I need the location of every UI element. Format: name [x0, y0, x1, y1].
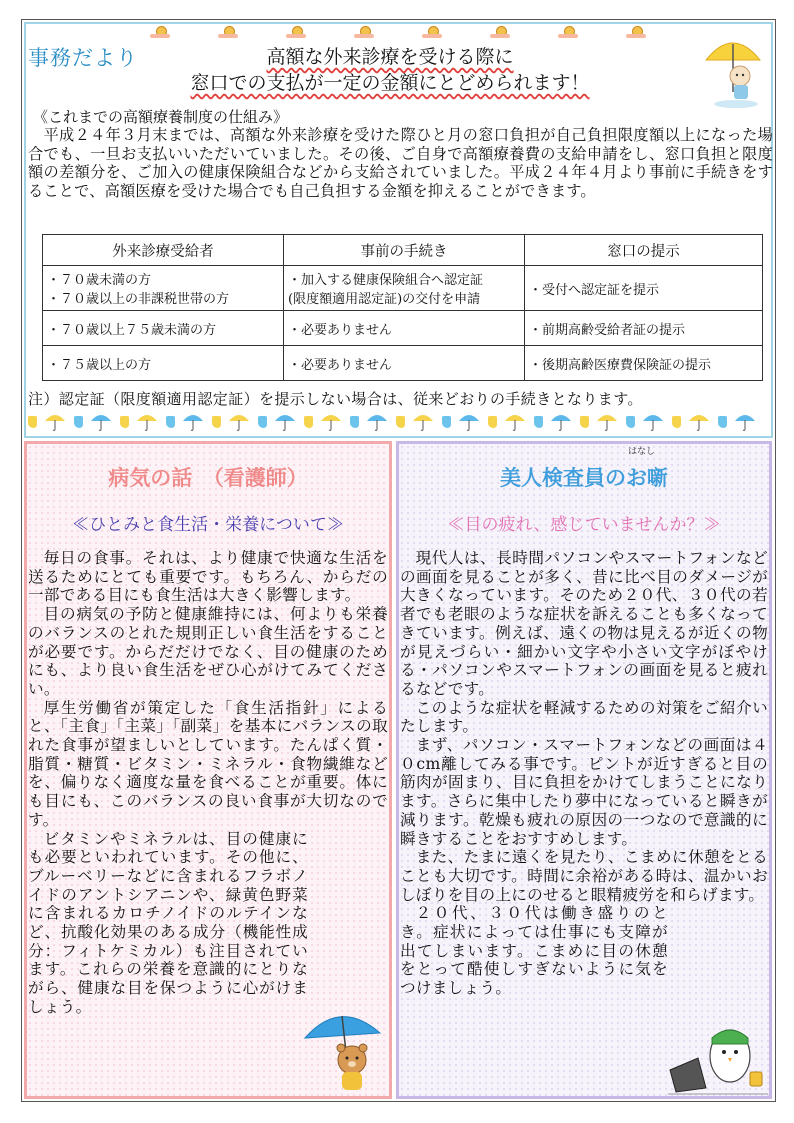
rain-boot-icon — [166, 416, 175, 428]
table-cell: ・必要ありません — [284, 346, 525, 381]
umbrella-icon — [458, 412, 480, 432]
table-header: 外来診療受給者 — [43, 235, 284, 266]
snail-icon — [218, 26, 238, 38]
rain-boot-icon — [212, 416, 221, 428]
paragraph: 厚生労働省が策定した「食生活指針」によると、「主食」「主菜」「副菜」を基本にバランスの取れた食事が望ましいとしています。たんぱく質・脂質・糖質・ビタミン・ミネラル・食物繊維などを、偏りなく適度な量を食べることが重要。体にも目にも、このバランスの良い食事が大切なのです。 — [28, 698, 388, 829]
rain-boot-icon — [534, 416, 543, 428]
table-cell: ・７５歳以上の方 — [43, 346, 284, 381]
table-row — [43, 311, 763, 346]
umbrella-icon — [90, 412, 112, 432]
title-ruby: はなし — [628, 447, 656, 457]
section-title: 《これまでの高額療養制度の仕組み》 — [33, 108, 289, 126]
snail-icon — [626, 26, 646, 38]
paragraph: このような症状を軽減するための対策をご紹介いたします。 — [400, 698, 768, 736]
procedure-table — [42, 234, 763, 381]
rain-boot-icon — [396, 416, 405, 428]
table-cell: ・７０歳以上７５歳未満の方 — [43, 311, 284, 346]
table-header: 事前の手続き — [284, 235, 525, 266]
umbrella-icon — [228, 412, 250, 432]
rain-boot-icon — [672, 416, 681, 428]
office-news-title: 事務だより — [28, 46, 138, 70]
rain-boot-icon — [304, 416, 313, 428]
nurse-column-text — [28, 549, 388, 1017]
paragraph: 現代人は、長時間パソコンやスマートフォンなどの画面を見ることが多く、昔に比べ目のダメージが大きくなっています。そのため２０代、３０代の若者でも老眼のような症状を訴えることも多くなってきています。例えば、遠くの物は見えるが近くの物が見えづらい・細かい文字や小さい文字がぼやける・パソコンやスマートフォンの画面を見ると疲れるなどです。 — [400, 549, 768, 698]
bear-umbrella-illustration — [300, 998, 390, 1098]
umbrella-icon — [44, 412, 66, 432]
rain-boot-icon — [120, 416, 129, 428]
table-header: 窓口の提示 — [525, 235, 763, 266]
table-cell: ・７０歳未満の方 ・７０歳以上の非課税世帯の方 — [43, 266, 284, 311]
table-cell: ・後期高齢医療費保険証の提示 — [525, 346, 763, 381]
rain-boot-icon — [442, 416, 451, 428]
rain-boot-icon — [488, 416, 497, 428]
headline-line-1: 高額な外来診療を受ける際に — [266, 46, 514, 68]
umbrella-icon — [182, 412, 204, 432]
paragraph: ビタミンやミネラルは、目の健康にも必要といわれています。その他に、ブルーベリーなどに含まれるフラボノイドのアントシアニンや、緑黄色野菜に含まれるカロチノイドのルテインなど、抗酸化効果のある成分（機能性成分：フィトケミカル）も注目されています。これらの栄養を意識的にとりながら、健康な目を保つように心がけましょう。 — [28, 829, 308, 1016]
table-cell: ・前期高齢受給者証の提示 — [525, 311, 763, 346]
table-row — [43, 266, 763, 311]
paragraph: ２０代、３０代は働き盛りのとき。症状によっては仕事にも支障が出てしまいます。こまめに目の休憩をとって酷使しすぎないように気をつけましょう。 — [400, 904, 668, 998]
nurse-column-subtitle: ≪ひとみと食生活・栄養について≫ — [72, 515, 344, 535]
umbrella-icon — [320, 412, 342, 432]
rain-decoration-row — [28, 412, 770, 434]
technician-column-title: 美人検査員のお噺 — [500, 466, 668, 490]
table-header-row — [43, 235, 763, 266]
rain-boot-icon — [74, 416, 83, 428]
umbrella-icon — [274, 412, 296, 432]
headline-line-2: 窓口での支払が一定の金額にとどめられます！ — [190, 72, 590, 94]
umbrella-icon — [734, 412, 756, 432]
umbrella-icon — [596, 412, 618, 432]
table-cell: ・必要ありません — [284, 311, 525, 346]
paragraph: 目の病気の予防と健康維持には、何よりも栄養のバランスのとれた規則正しい食生活をすることが必要です。からだだけでなく、目の健康のためにも、より良い食生活をぜひ心がけてみてください。 — [28, 605, 388, 698]
nurse-column-title: 病気の話 （看護師） — [108, 466, 308, 490]
snail-decoration-row — [150, 26, 690, 40]
technician-column-text — [400, 549, 768, 998]
umbrella-icon — [366, 412, 388, 432]
snail-icon — [286, 26, 306, 38]
umbrella-icon — [136, 412, 158, 432]
rain-boot-icon — [580, 416, 589, 428]
umbrella-icon — [412, 412, 434, 432]
snail-icon — [354, 26, 374, 38]
umbrella-girl-illustration — [698, 30, 768, 110]
rain-boot-icon — [258, 416, 267, 428]
table-cell: ・加入する健康保険組合へ認定証 (限度額適用認定証)の交付を申請 — [284, 266, 525, 311]
paragraph: 毎日の食事。それは、より健康で快適な生活を送るためにとても重要です。もちろん、からだの一部である目にも食生活は大きく影響します。 — [28, 549, 388, 605]
paragraph: まず、パソコン・スマートフォンなどの画面は４０cm離してみる事です。ピントが近すぎると目の筋肉が固まり、目に負担をかけてしまうことになります。さらに集中したり夢中になっていると瞬きが減ります。乾燥も疲れの原因の一つなので意識的に瞬きすることをおすすめします。 — [400, 736, 768, 848]
snail-icon — [150, 26, 170, 38]
umbrella-icon — [642, 412, 664, 432]
snail-icon — [558, 26, 578, 38]
snail-icon — [490, 26, 510, 38]
rain-boot-icon — [28, 416, 37, 428]
bird-laptop-illustration — [668, 1010, 768, 1096]
rain-boot-icon — [350, 416, 359, 428]
technician-column-subtitle: ≪目の疲れ、感じていませんか？≫ — [447, 515, 721, 535]
headline — [150, 44, 630, 96]
rain-boot-icon — [626, 416, 635, 428]
note-text: 注）認定証（限度額適用認定証）を提示しない場合は、従来どおりの手続きとなります。 — [28, 390, 643, 408]
rain-boot-icon — [718, 416, 727, 428]
intro-paragraph: 平成２４年３月末までは、高額な外来診療を受けた際ひと月の窓口負担が自己負担限度額以上になった場合でも、一旦お支払いいただいていました。その後、ご自身で高額療養費の支給申請をし、窓口負担と限度額の差額分を、ご加入の健康保険組合などから支給されていました。平成２４年４月より事前に手続きをすることで、高額医療を受けた場合でも自己負担する金額を抑えることができます。 — [28, 126, 773, 200]
umbrella-icon — [550, 412, 572, 432]
umbrella-icon — [504, 412, 526, 432]
table-row — [43, 346, 763, 381]
paragraph: また、たまに遠くを見たり、こまめに休憩をとることも大切です。時間に余裕がある時は、温かいおしぼりを目の上にのせると眼精疲労を和らげます。 — [400, 848, 768, 904]
table-cell: ・受付へ認定証を提示 — [525, 266, 763, 311]
snail-icon — [422, 26, 442, 38]
umbrella-icon — [688, 412, 710, 432]
